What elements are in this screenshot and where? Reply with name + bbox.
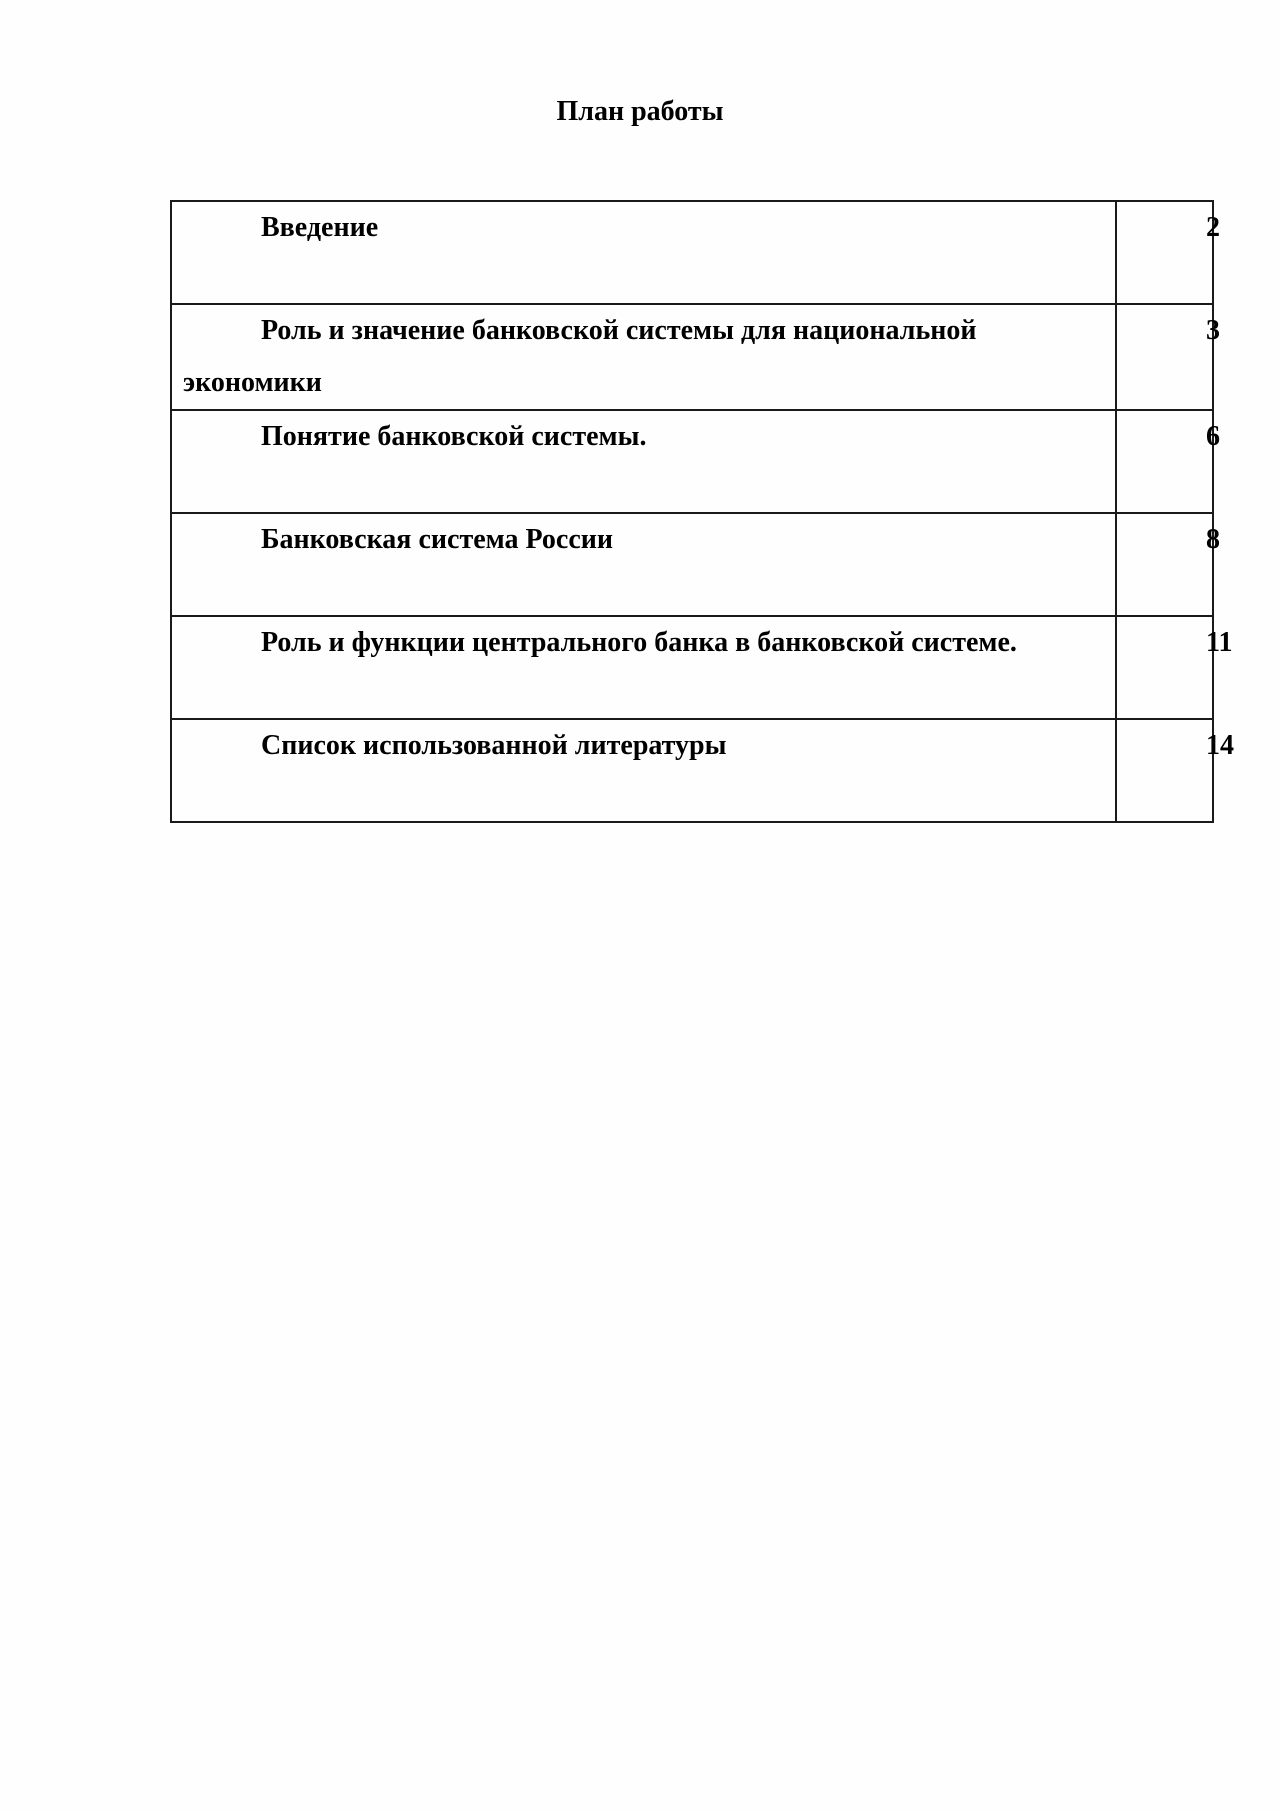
table-row: [171, 410, 1213, 513]
table-row: [171, 616, 1213, 719]
toc-entry-title: Понятие банковской системы.: [171, 410, 1116, 513]
toc-entry-page: 11: [1206, 627, 1233, 658]
toc-entry-title: Роль и значение банковской системы для национальной экономики: [171, 304, 1116, 410]
toc-entry-page-cell: [1116, 304, 1220, 410]
table-row: [171, 513, 1213, 616]
page-title: План работы: [556, 96, 724, 127]
table-row: [171, 201, 1213, 304]
table-row: [171, 304, 1213, 410]
table-of-contents: [170, 200, 1234, 823]
toc-entry-page-cell: [1116, 410, 1220, 513]
toc-entry-page: 6: [1206, 421, 1220, 452]
toc-entry-page: 3: [1206, 315, 1220, 346]
toc-entry-page: 8: [1206, 524, 1220, 555]
toc-entry-page-cell: [1116, 201, 1220, 304]
toc-entry-page-cell: [1116, 513, 1220, 616]
toc-entry-title: Список использованной литературы: [171, 719, 1116, 822]
toc-entry-page: 2: [1206, 212, 1220, 243]
toc-entry-page-cell: [1116, 719, 1234, 822]
toc-entry-title: Введение: [171, 201, 1116, 304]
toc-entry-page: 14: [1206, 730, 1234, 761]
table-row: [171, 719, 1213, 822]
toc-entry-title: Роль и функции центрального банка в банковской системе.: [171, 616, 1116, 719]
toc-entry-page-cell: [1116, 616, 1233, 719]
toc-entry-title: Банковская система России: [171, 513, 1116, 616]
